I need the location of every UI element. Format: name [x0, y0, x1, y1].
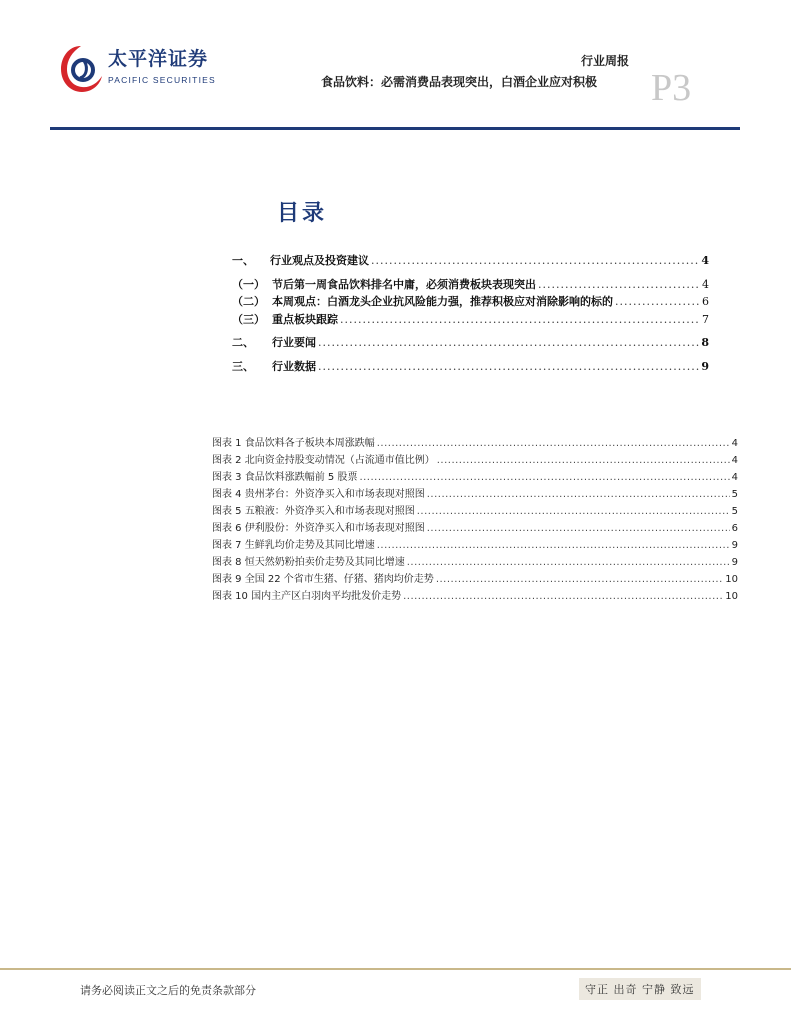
- figure-label: 图表 8 恒天然奶粉拍卖价走势及其同比增速: [212, 557, 405, 568]
- toc-leader-dots: [371, 254, 699, 267]
- figure-label: 图表 6 伊利股份：外资净买入和市场表现对照图: [212, 523, 425, 534]
- figure-label: 图表 10 国内主产区白羽肉平均批发价走势: [212, 591, 402, 602]
- toc-item-2[interactable]: [232, 334, 709, 350]
- toc-item-number: 三、: [232, 360, 254, 373]
- figure-list-item-6[interactable]: [212, 519, 738, 534]
- figure-list-item-9[interactable]: [212, 570, 738, 585]
- figure-page: 4: [731, 438, 738, 449]
- toc-item-number: 一、: [232, 254, 254, 267]
- figure-page: 10: [725, 591, 738, 602]
- toc-item-page: 4: [702, 278, 709, 291]
- figure-list-item-7[interactable]: [212, 536, 738, 551]
- toc-item-label: 行业观点及投资建议: [270, 254, 369, 267]
- footer-divider: [0, 968, 791, 970]
- toc-item-1[interactable]: [232, 252, 709, 268]
- figure-label: 图表 1 食品饮料各子板块本周涨跌幅: [212, 438, 375, 449]
- figure-leader-dots: [437, 455, 730, 466]
- figure-list-item-10[interactable]: [212, 587, 738, 602]
- figure-page: 9: [731, 557, 738, 568]
- figure-leader-dots: [407, 557, 730, 568]
- figure-page: 5: [731, 489, 738, 500]
- page-number: P3: [651, 67, 692, 109]
- toc-leader-dots: [538, 278, 700, 291]
- report-title: 食品饮料：必需消费品表现突出，白酒企业应对积极: [321, 75, 598, 89]
- logo-english-name: PACIFIC SECURITIES: [108, 75, 216, 85]
- figure-leader-dots: [403, 591, 723, 602]
- figure-list-item-3[interactable]: [212, 468, 738, 483]
- figure-label: 图表 5 五粮液：外资净买入和市场表现对照图: [212, 506, 415, 517]
- figure-label: 图表 3 食品饮料涨跌幅前 5 股票: [212, 472, 358, 483]
- toc-leader-dots: [318, 336, 699, 349]
- figure-label: 图表 2 北向资金持股变动情况（占流通市值比例）: [212, 455, 435, 466]
- toc-item-number: （三）: [232, 313, 265, 326]
- disclaimer-notice: 请务必阅读正文之后的免责条款部分: [80, 984, 256, 997]
- figure-leader-dots: [436, 574, 723, 585]
- toc-item-page: 7: [702, 313, 709, 326]
- figure-label: 图表 4 贵州茅台：外资净买入和市场表现对照图: [212, 489, 425, 500]
- figure-list-item-1[interactable]: [212, 434, 738, 449]
- figure-page: 4: [731, 455, 738, 466]
- figure-page: 5: [731, 506, 738, 517]
- toc-item-label: 行业要闻: [272, 336, 316, 349]
- figure-page: 9: [731, 540, 738, 551]
- toc-item-label: 重点板块跟踪: [272, 313, 338, 326]
- company-motto: 守正 出奇 宁静 致远: [579, 978, 701, 1000]
- toc-item-label: 节后第一周食品饮料排名中庸，必须消费板块表现突出: [272, 278, 536, 291]
- figure-leader-dots: [377, 540, 730, 551]
- figure-list-item-8[interactable]: [212, 553, 738, 568]
- toc-item-1-3[interactable]: [232, 311, 709, 327]
- toc-item-label: 行业数据: [272, 360, 316, 373]
- toc-leader-dots: [340, 313, 700, 326]
- toc-item-page: 4: [701, 254, 709, 267]
- company-logo: [58, 42, 216, 96]
- figure-leader-dots: [427, 523, 730, 534]
- toc-leader-dots: [615, 295, 700, 308]
- report-type: 行业周报: [581, 54, 630, 68]
- figure-page: 10: [725, 574, 738, 585]
- toc-item-number: （二）: [232, 295, 265, 308]
- figure-label: 图表 7 生鲜乳均价走势及其同比增速: [212, 540, 375, 551]
- toc-item-1-2[interactable]: [232, 293, 709, 309]
- figure-list-item-2[interactable]: [212, 451, 738, 466]
- toc-item-1-1[interactable]: [232, 276, 709, 292]
- toc-item-number: （一）: [232, 278, 265, 291]
- toc-item-page: 8: [701, 336, 709, 349]
- figure-list-item-5[interactable]: [212, 502, 738, 517]
- header-divider: [50, 127, 740, 130]
- figure-leader-dots: [427, 489, 730, 500]
- logo-chinese-name: 太平洋证券: [108, 48, 209, 70]
- figure-leader-dots: [359, 472, 729, 483]
- toc-leader-dots: [318, 360, 699, 373]
- toc-item-number: 二、: [232, 336, 254, 349]
- toc-title: 目录: [277, 201, 328, 226]
- pacific-securities-logo-icon: [58, 42, 104, 96]
- figure-list-item-4[interactable]: [212, 485, 738, 500]
- toc-item-page: 9: [701, 360, 709, 373]
- toc-item-3[interactable]: [232, 358, 709, 374]
- figure-leader-dots: [417, 506, 730, 517]
- figure-page: 4: [731, 472, 738, 483]
- toc-item-label: 本周观点：白酒龙头企业抗风险能力强，推荐积极应对消除影响的标的: [272, 295, 613, 308]
- toc-item-page: 6: [702, 295, 709, 308]
- figure-leader-dots: [377, 438, 730, 449]
- figure-label: 图表 9 全国 22 个省市生猪、仔猪、猪肉均价走势: [212, 574, 434, 585]
- figure-page: 6: [731, 523, 738, 534]
